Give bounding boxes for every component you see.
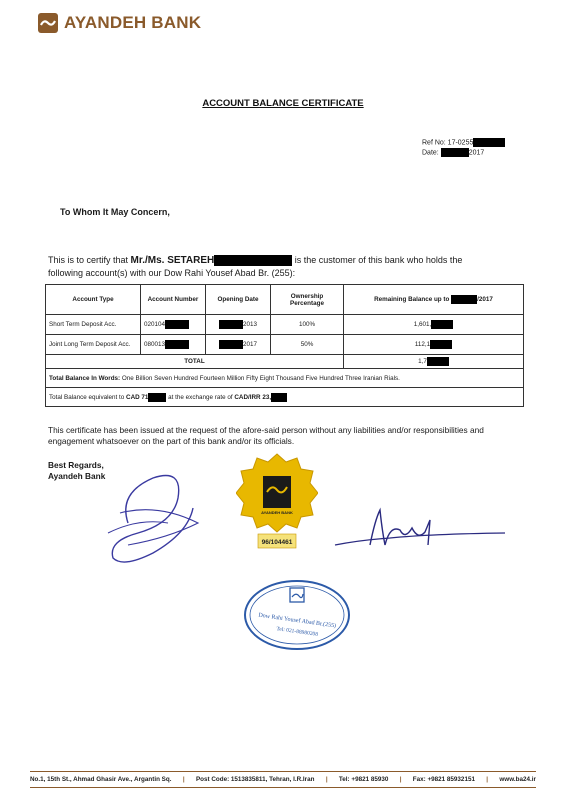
- issued-paragraph: This certificate has been issued at the request of the afore-said person without any liabilities and/or responsibilities and engagement whatsoever on the part of this bank and/or its officials.: [48, 425, 484, 446]
- header-opening-date: Opening Date: [206, 285, 271, 315]
- reference-block: [422, 138, 505, 159]
- certify-text-2: is the customer of this bank who holds the following account(s) with our Dow Rahi Yousef Abad Br. (255):: [48, 255, 463, 278]
- words-label: Total Balance In Words:: [49, 374, 121, 382]
- cell-account-number: [141, 335, 206, 355]
- cell-opening-date: [206, 335, 271, 355]
- footer-separator: |: [325, 776, 328, 783]
- cell-account-number: [141, 315, 206, 335]
- stamp-tel: Tel: 021-88980208: [275, 626, 319, 638]
- opening-date-text: 2017: [242, 341, 257, 349]
- footer-separator: |: [182, 776, 185, 783]
- regards-bank-name: Ayandeh Bank: [48, 471, 106, 481]
- date-label: Date:: [422, 149, 439, 157]
- footer-separator: |: [399, 776, 402, 783]
- redaction: [431, 320, 453, 329]
- equiv-rate: CAD/IRR 23,: [234, 393, 272, 401]
- footer: [30, 771, 536, 788]
- header-account-number: Account Number: [141, 285, 206, 315]
- seal-code: 96/104461: [261, 539, 293, 546]
- header-ownership: Ownership Percentage: [271, 285, 344, 315]
- bank-logo: [38, 13, 201, 33]
- equiv-text-2: at the exchange rate of: [168, 393, 233, 401]
- redaction: [430, 340, 452, 349]
- document-title: ACCOUNT BALANCE CERTIFICATE: [202, 98, 364, 109]
- footer-address: No.1, 15th St., Ahmad Ghasir Ave., Argantin Sq.: [30, 776, 172, 783]
- cell-opening-date: [206, 315, 271, 335]
- table-row: [46, 315, 524, 335]
- stamp-branch: Dow Rahi Yousef Abad Br.(255): [257, 612, 337, 630]
- ref-label: Ref No: 17-0255: [422, 139, 474, 147]
- redaction: [165, 320, 189, 329]
- account-number-text: 080013: [144, 341, 166, 349]
- total-value-text: 1,7: [418, 358, 427, 366]
- cell-ownership: 100%: [271, 315, 344, 335]
- account-number-text: 020104: [144, 321, 166, 329]
- redaction: [165, 340, 189, 349]
- equiv-cad: CAD 71: [126, 393, 149, 401]
- footer-postcode: Post Code: 1513835811, Tehran, I.R.Iran: [195, 776, 315, 783]
- ref-number: [422, 138, 505, 148]
- total-in-words: [46, 369, 524, 388]
- header-balance: [344, 285, 524, 315]
- gold-seal-icon: [236, 452, 318, 554]
- redaction: [427, 357, 449, 366]
- redaction: [219, 320, 243, 329]
- equivalent-row: [46, 388, 524, 407]
- total-row: [46, 355, 524, 369]
- seal-label: AYANDEH BANK: [261, 510, 293, 515]
- redaction: [441, 148, 469, 157]
- ayandeh-logo-icon: [38, 13, 58, 33]
- customer-name: Mr./Ms. SETAREH: [130, 255, 215, 266]
- bank-name: AYANDEH BANK: [64, 13, 202, 32]
- footer-fax: Fax: +9821 85932151: [412, 776, 475, 783]
- cell-ownership: 50%: [271, 335, 344, 355]
- signature-left: [98, 463, 218, 573]
- footer-separator: |: [486, 776, 489, 783]
- redaction: [451, 295, 477, 304]
- total-label: TOTAL: [46, 355, 344, 369]
- total-equivalent: [46, 388, 524, 407]
- regards-line: Best Regards,: [48, 460, 104, 470]
- date-year: 2017: [468, 149, 485, 157]
- total-value: [344, 355, 524, 369]
- salutation: To Whom It May Concern,: [60, 207, 170, 217]
- ref-date: [422, 148, 505, 158]
- redaction: [148, 393, 166, 402]
- redaction: [214, 255, 292, 266]
- words-row: [46, 369, 524, 388]
- footer-tel: Tel: +9821 85930: [338, 776, 389, 783]
- cell-balance: [344, 315, 524, 335]
- balance-header-suffix: /2017: [477, 296, 493, 304]
- redaction: [219, 340, 243, 349]
- regards-block: [48, 460, 105, 482]
- redaction: [473, 138, 505, 147]
- balance-text: 1,601,: [413, 321, 432, 329]
- redaction: [271, 393, 287, 402]
- balance-text: 112,1: [414, 341, 431, 349]
- table-row: [46, 335, 524, 355]
- certify-text-1: This is to certify that: [48, 255, 131, 265]
- signature-right: [330, 500, 510, 560]
- branch-stamp: [242, 578, 352, 653]
- table-header-row: [46, 285, 524, 315]
- cell-account-type: Short Term Deposit Acc.: [46, 315, 141, 335]
- accounts-table: [45, 284, 524, 407]
- opening-date-text: 2013: [242, 321, 257, 329]
- cell-balance: [344, 335, 524, 355]
- cell-account-type: Joint Long Term Deposit Acc.: [46, 335, 141, 355]
- footer-web[interactable]: www.ba24.ir: [499, 776, 536, 783]
- words-value: One Billion Seven Hundred Fourteen Million Fifty Eight Thousand Five Hundred Three Iranian Rials.: [121, 374, 400, 382]
- certify-paragraph: [48, 254, 498, 279]
- balance-header-prefix: Remaining Balance up to: [374, 296, 450, 304]
- header-account-type: Account Type: [46, 285, 141, 315]
- equiv-text-1: Total Balance equivalent to: [49, 393, 125, 401]
